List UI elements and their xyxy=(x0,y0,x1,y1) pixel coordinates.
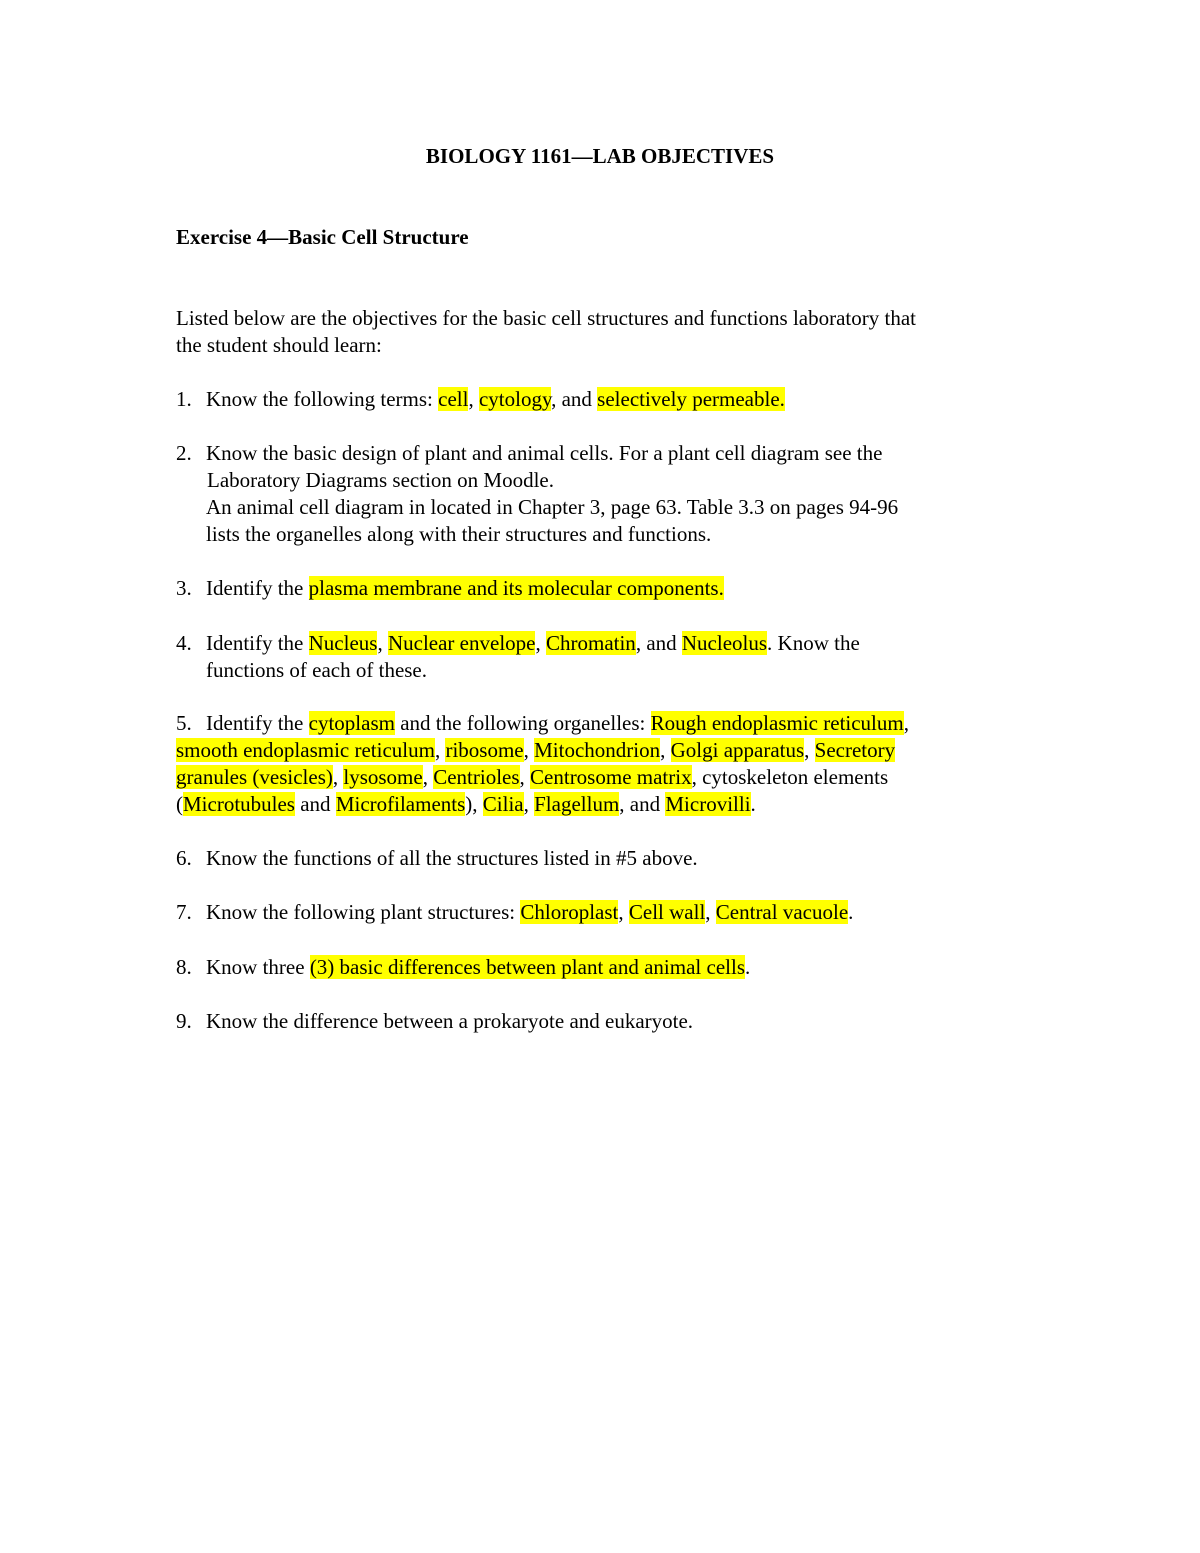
item-text: Know the functions of all the structures listed in #5 above. xyxy=(206,846,698,870)
highlighted-term: Golgi apparatus xyxy=(670,738,805,762)
item-text: , xyxy=(332,765,344,789)
highlighted-term: Rough endoplasmic reticulum xyxy=(650,711,904,735)
item-number: 5. xyxy=(176,711,192,735)
item-text: , xyxy=(903,711,909,735)
highlighted-term: Secretory xyxy=(814,738,896,762)
item-text: Identify the xyxy=(206,631,309,655)
highlighted-term: plasma membrane and its molecular components. xyxy=(308,576,724,600)
highlighted-term: Mitochondrion xyxy=(534,738,661,762)
item-text: . xyxy=(745,955,751,979)
objective-item-2 xyxy=(176,440,1026,548)
item-text: Identify the xyxy=(206,576,309,600)
item-text: Know three xyxy=(206,955,310,979)
item-text: ( xyxy=(176,792,183,816)
item-text: , cytoskeleton elements xyxy=(691,765,889,789)
item-text: , xyxy=(618,900,629,924)
intro-line: the student should learn: xyxy=(176,333,382,357)
item-text: and xyxy=(294,792,336,816)
item-text: , xyxy=(434,738,446,762)
item-text: An animal cell diagram in located in Chapter 3, page 63. Table 3.3 on pages 94-96 xyxy=(206,495,899,519)
item-number: 3. xyxy=(176,576,192,600)
item-text: Know the following terms: xyxy=(206,387,439,411)
objective-item-4 xyxy=(176,630,1026,684)
highlighted-term: Microvilli xyxy=(665,792,751,816)
highlighted-term: cell xyxy=(438,387,469,411)
objective-item-9 xyxy=(176,1008,1026,1035)
highlighted-term: Flagellum xyxy=(534,792,620,816)
item-text: functions of each of these. xyxy=(206,658,428,682)
item-text: , xyxy=(660,738,671,762)
item-text: , xyxy=(535,631,546,655)
highlighted-term: smooth endoplasmic reticulum xyxy=(176,738,435,762)
item-text: lists the organelles along with their structures and functions. xyxy=(206,522,712,546)
item-text: , xyxy=(468,387,479,411)
item-text: , xyxy=(422,765,434,789)
item-text: , and xyxy=(619,792,666,816)
item-number: 6. xyxy=(176,846,192,870)
item-text: , xyxy=(523,738,535,762)
highlighted-term: granules (vesicles) xyxy=(176,765,333,789)
highlighted-term: selectively permeable. xyxy=(597,387,785,411)
item-number: 7. xyxy=(176,900,192,924)
item-text: . xyxy=(848,900,854,924)
highlighted-term: Centrosome matrix xyxy=(530,765,692,789)
highlighted-term: Chromatin xyxy=(545,631,636,655)
intro-line: Listed below are the objectives for the basic cell structures and functions laboratory that xyxy=(176,306,916,330)
objective-item-5 xyxy=(176,710,1026,818)
highlighted-term: Cilia xyxy=(482,792,524,816)
item-text: . xyxy=(750,792,756,816)
highlighted-term: lysosome xyxy=(343,765,423,789)
item-number: 8. xyxy=(176,955,192,979)
highlighted-term: cytology xyxy=(478,387,552,411)
item-text: ), xyxy=(465,792,483,816)
objective-item-3 xyxy=(176,575,1026,602)
objective-item-1 xyxy=(176,386,1026,413)
highlighted-term: Cell wall xyxy=(628,900,706,924)
item-text: and the following organelles: xyxy=(394,711,651,735)
objective-item-7 xyxy=(176,899,1026,926)
item-number: 1. xyxy=(176,387,192,411)
item-text: , xyxy=(804,738,815,762)
item-text: Know the difference between a prokaryote and eukaryote. xyxy=(206,1009,694,1033)
highlighted-term: ribosome xyxy=(445,738,524,762)
objective-item-6 xyxy=(176,845,1026,872)
objective-item-8 xyxy=(176,954,1026,981)
item-text: Identify the xyxy=(206,711,309,735)
item-number: 9. xyxy=(176,1009,192,1033)
highlighted-term: Microfilaments xyxy=(335,792,466,816)
intro-paragraph xyxy=(176,305,1026,359)
highlighted-term: cytoplasm xyxy=(308,711,395,735)
highlighted-term: Chloroplast xyxy=(520,900,619,924)
item-text: Know the following plant structures: xyxy=(206,900,521,924)
item-number: 2. xyxy=(176,441,192,465)
item-text: . Know the xyxy=(767,631,860,655)
item-text: Know the basic design of plant and animal cells. For a plant cell diagram see the xyxy=(206,441,883,465)
item-text: , xyxy=(523,792,535,816)
item-text: , xyxy=(705,900,716,924)
item-number: 4. xyxy=(176,631,192,655)
highlighted-term: Nuclear envelope xyxy=(387,631,536,655)
highlighted-term: Microtubules xyxy=(183,792,295,816)
item-text: , and xyxy=(551,387,598,411)
highlighted-term: (3) basic differences between plant and animal cells xyxy=(309,955,745,979)
item-text: , xyxy=(377,631,388,655)
highlighted-term: Centrioles xyxy=(433,765,520,789)
item-text: Laboratory Diagrams section on Moodle. xyxy=(207,468,554,492)
exercise-heading: Exercise 4—Basic Cell Structure xyxy=(176,225,469,249)
item-text: , xyxy=(519,765,531,789)
page-title: BIOLOGY 1161—LAB OBJECTIVES xyxy=(425,144,775,168)
highlighted-term: Nucleus xyxy=(308,631,378,655)
highlighted-term: Nucleolus xyxy=(681,631,768,655)
highlighted-term: Central vacuole xyxy=(715,900,849,924)
item-text: , and xyxy=(635,631,682,655)
